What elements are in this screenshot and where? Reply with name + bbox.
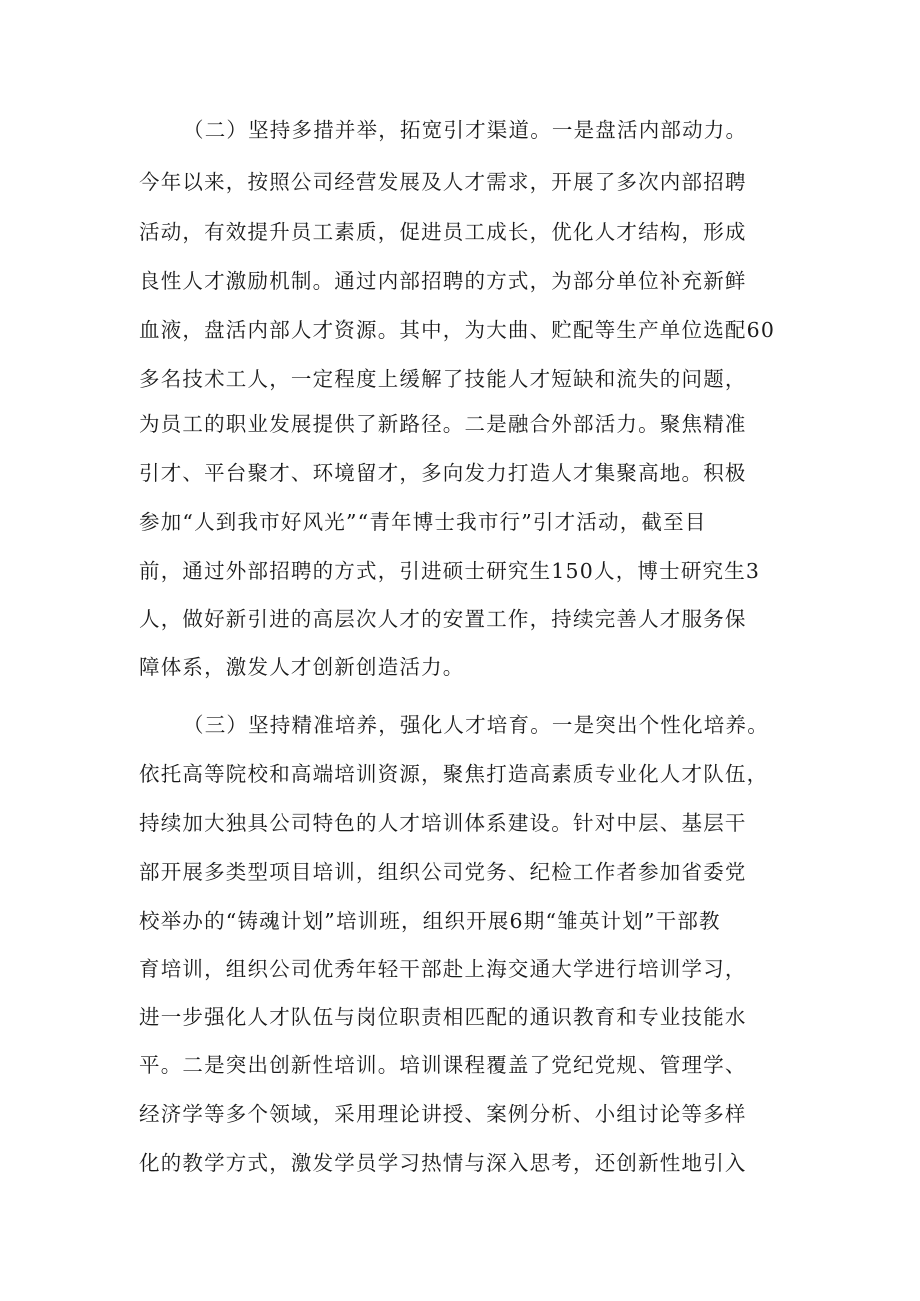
paragraph-2-line-10: 前，通过外部招聘的方式，引进硕士研究生150人，博士研究生3 — [139, 559, 761, 583]
paragraph-2-line-1: （二）坚持多措并举，拓宽引才渠道。一是盘活内部动力。 — [183, 118, 748, 142]
paragraph-2-line-9: 参加“人到我市好风光”“青年博士我市行”引才活动，截至目 — [139, 510, 707, 534]
paragraph-2-line-6: 多名技术工人，一定程度上缓解了技能人才短缺和流失的问题， — [139, 367, 747, 391]
paragraph-2-line-11: 人，做好新引进的高层次人才的安置工作，持续完善人才服务保 — [139, 607, 747, 631]
paragraph-3-line-8: 平。二是突出创新性培训。培训课程覆盖了党纪党规、管理学、 — [139, 1053, 747, 1077]
paragraph-3-line-1: （三）坚持精准培养，强化人才培育。一是突出个性化培养。 — [183, 713, 769, 737]
paragraph-2-line-5: 血液，盘活内部人才资源。其中，为大曲、贮配等生产单位选配60 — [139, 318, 776, 342]
paragraph-3-line-7: 进一步强化人才队伍与岗位职责相匹配的通识教育和专业技能水 — [139, 1005, 747, 1029]
paragraph-3-line-3: 持续加大独具公司特色的人才培训体系建设。针对中层、基层干 — [139, 811, 747, 835]
paragraph-3-line-2: 依托高等院校和高端培训资源，聚焦打造高素质专业化人才队伍， — [139, 762, 769, 786]
paragraph-3-line-5: 校举办的“铸魂计划”培训班，组织开展6期“雏英计划”干部教 — [139, 909, 721, 933]
paragraph-3-line-6: 育培训，组织公司优秀年轻干部赴上海交通大学进行培训学习， — [139, 957, 747, 981]
paragraph-2-line-12: 障体系，激发人才创新创造活力。 — [139, 655, 465, 679]
paragraph-2-line-7: 为员工的职业发展提供了新路径。二是融合外部活力。聚焦精准 — [139, 412, 747, 436]
paragraph-2-line-2: 今年以来，按照公司经营发展及人才需求，开展了多次内部招聘 — [139, 170, 747, 194]
paragraph-3-line-4: 部开展多类型项目培训，组织公司党务、纪检工作者参加省委党 — [139, 860, 747, 884]
paragraph-2-line-4: 良性人才激励机制。通过内部招聘的方式，为部分单位补充新鲜 — [139, 269, 747, 293]
paragraph-3-line-9: 经济学等多个领域，采用理论讲授、案例分析、小组讨论等多样 — [139, 1102, 747, 1126]
paragraph-2-line-8: 引才、平台聚才、环境留才，多向发力打造人才集聚高地。积极 — [139, 461, 747, 485]
paragraph-2-line-3: 活动，有效提升员工素质，促进员工成长，优化人才结构，形成 — [139, 220, 747, 244]
paragraph-3-line-10: 化的教学方式，激发学员学习热情与深入思考，还创新性地引入 — [139, 1151, 747, 1175]
